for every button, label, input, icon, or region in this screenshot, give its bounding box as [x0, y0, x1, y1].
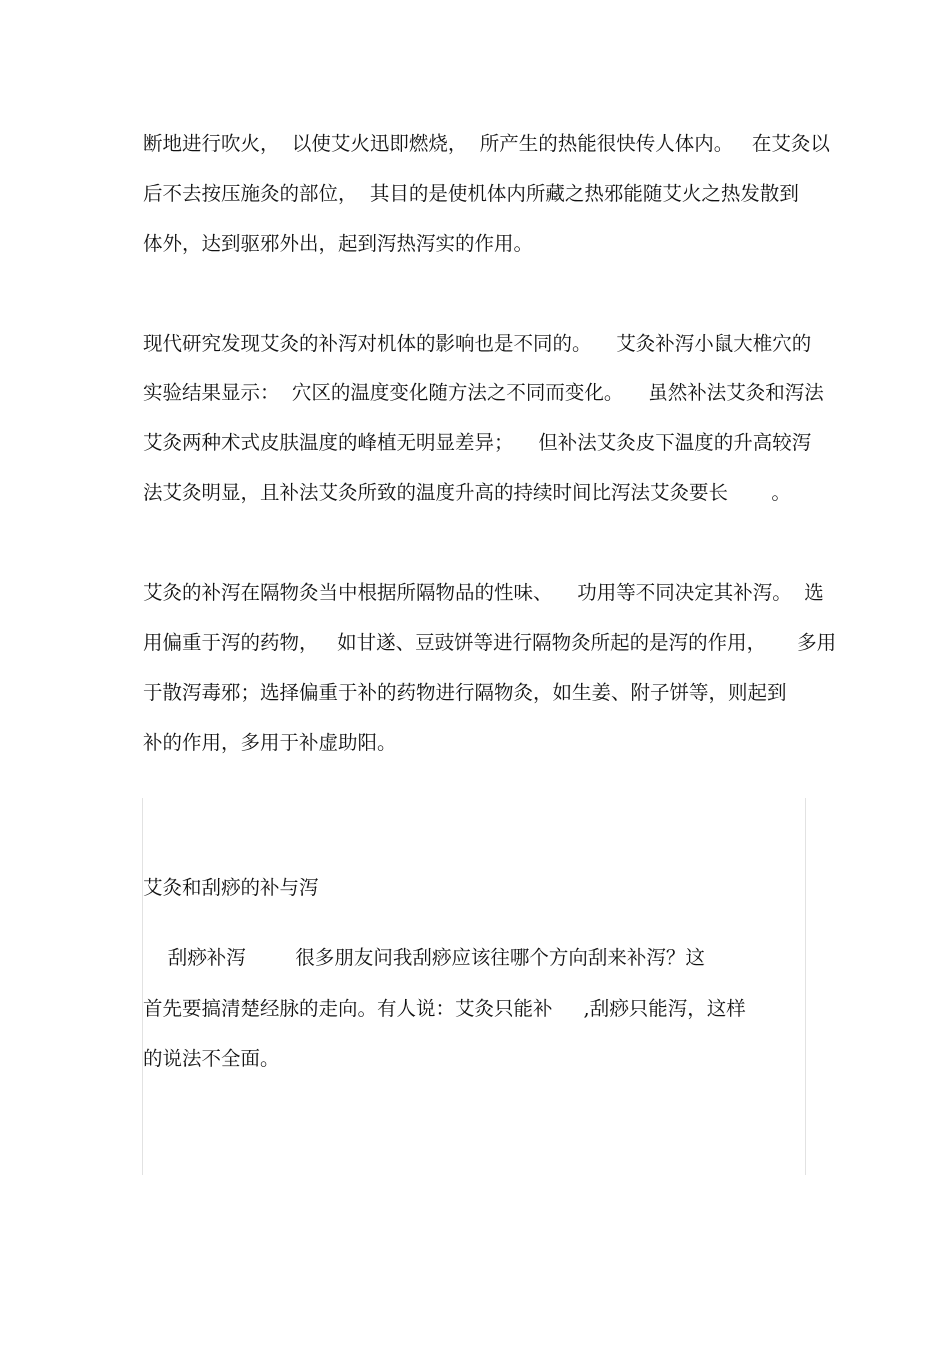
- text-line: 首先要搞清楚经脉的走向。有人说：艾灸只能补 ,刮痧只能泻，这样: [143, 997, 746, 1020]
- text-line: 后不去按压施灸的部位， 其目的是使机体内所藏之热邪能随艾火之热发散到: [143, 182, 799, 205]
- text-line: 艾灸的补泻在隔物灸当中根据所隔物品的性味、 功用等不同决定其补泻。 选: [143, 581, 824, 604]
- text-line: 现代研究发现艾灸的补泻对机体的影响也是不同的。 艾灸补泻小鼠大椎穴的: [143, 332, 812, 355]
- text-line: 的说法不全面。: [143, 1047, 280, 1070]
- text-line: 刮痧补泻 很多朋友问我刮痧应该往哪个方向刮来补泻？这: [143, 946, 705, 969]
- text-line: 实验结果显示： 穴区的温度变化随方法之不同而变化。 虽然补法艾灸和泻法: [143, 381, 824, 404]
- text-line: 补的作用，多用于补虚助阳。: [143, 731, 397, 754]
- text-line: 用偏重于泻的药物， 如甘遂、豆豉饼等进行隔物灸所起的是泻的作用， 多用: [143, 631, 837, 654]
- text-line: 断地进行吹火， 以使艾火迅即燃烧， 所产生的热能很快传人体内。 在艾灸以: [143, 132, 830, 155]
- text-line: 于散泻毒邪；选择偏重于补的药物进行隔物灸，如生姜、附子饼等，则起到: [143, 681, 787, 704]
- text-line: 体外，达到驱邪外出，起到泻热泻实的作用。: [143, 232, 534, 255]
- bordered-section-box: [142, 798, 806, 1175]
- text-line: 法艾灸明显，且补法艾灸所致的温度升高的持续时间比泻法艾灸要长 。: [143, 481, 791, 504]
- text-line: 艾灸两种术式皮肤温度的峰植无明显差异； 但补法艾灸皮下温度的升高较泻: [143, 431, 812, 454]
- section-heading: 艾灸和刮痧的补与泻: [143, 876, 319, 899]
